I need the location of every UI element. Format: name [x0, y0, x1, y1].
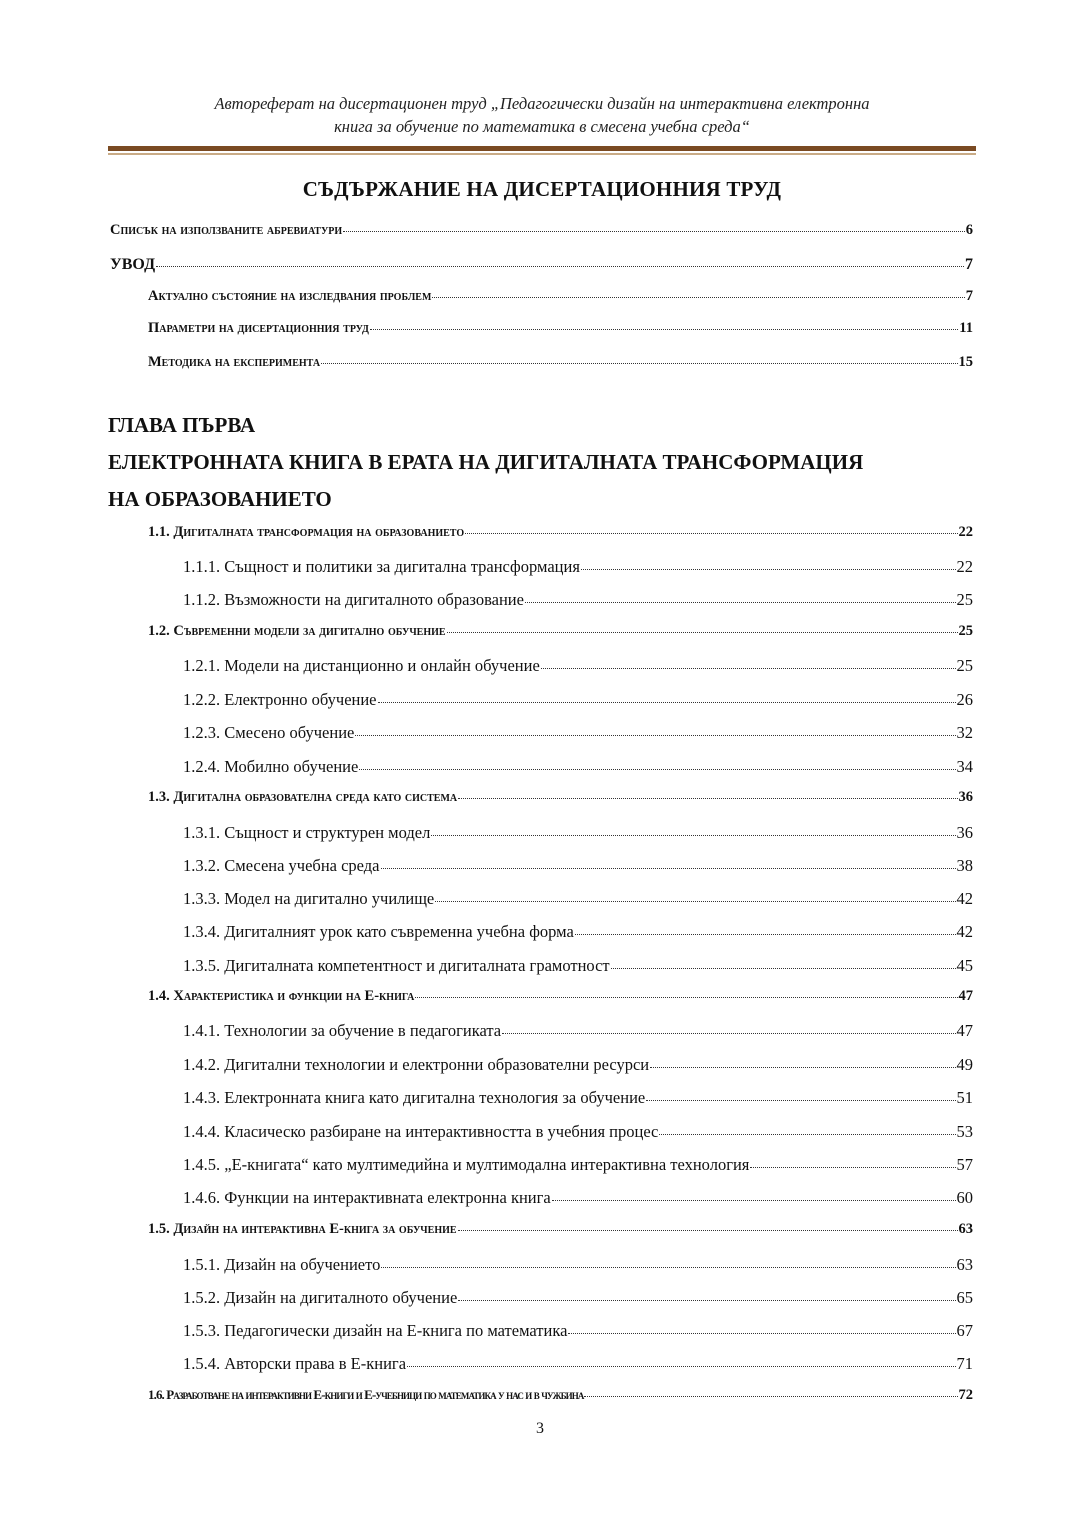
toc-leader [581, 569, 956, 570]
toc-leader [447, 632, 958, 633]
toc-section-1-2[interactable] [148, 623, 973, 640]
toc-leader [650, 1067, 955, 1068]
toc-page-number: 45 [956, 956, 973, 975]
header-line-1: Автореферат на дисертационен труд „Педагогически дизайн на интерактивна електронна [214, 94, 870, 113]
toc-leader [568, 1333, 955, 1334]
page-title: СЪДЪРЖАНИЕ НА ДИСЕРТАЦИОННИЯ ТРУД [302, 177, 782, 201]
toc-entry-abbreviations[interactable] [110, 222, 973, 239]
toc-leader [465, 533, 957, 534]
toc-entry-label: 1.4.5. „Е-книгата“ като мултимедийна и мултимодална интерактивна технология [183, 1155, 750, 1174]
toc-subsection-1-5-4[interactable] [183, 1354, 973, 1374]
toc-entry-label: УВОД [110, 256, 156, 273]
toc-page-number: 34 [956, 757, 973, 776]
toc-entry-label: 1.5.1. Дизайн на обучението [183, 1255, 381, 1274]
toc-page-number: 6 [965, 222, 973, 238]
toc-section-1-5[interactable] [148, 1221, 973, 1238]
toc-subsection-1-4-3[interactable] [183, 1088, 973, 1108]
toc-page-number: 72 [958, 1387, 973, 1403]
toc-page-number: 63 [958, 1221, 973, 1237]
toc-entry-label: 1.2. Съвременни модели за дигитално обучение [148, 623, 446, 639]
toc-page-number: 57 [956, 1155, 973, 1174]
toc-page-number: 36 [958, 789, 973, 805]
toc-page-number: 53 [956, 1122, 973, 1141]
toc-leader [458, 1300, 955, 1301]
toc-entry-label: 1.5.4. Авторски права в Е-книга [183, 1354, 407, 1373]
toc-subsection-1-3-5[interactable] [183, 956, 973, 976]
toc-leader [458, 1230, 958, 1231]
toc-leader [458, 798, 957, 799]
toc-page-number: 25 [956, 590, 973, 609]
toc-page-number: 65 [956, 1288, 973, 1307]
toc-entry-label: 1.2.1. Модели на дистанционно и онлайн обучение [183, 656, 540, 675]
toc-entry-parameters[interactable] [148, 320, 973, 337]
toc-leader [584, 1396, 957, 1397]
toc-entry-label: 1.5.3. Педагогически дизайн на Е-книга по математика [183, 1321, 568, 1340]
chapter-title-line-1: ЕЛЕКТРОННАТА КНИГА В ЕРАТА НА ДИГИТАЛНАТА ТРАНСФОРМАЦИЯ [108, 450, 864, 474]
toc-entry-label: 1.4. Характеристика и функции на Е-книга [148, 988, 415, 1004]
header-line-2: книга за обучение по математика в смесена учебна среда“ [334, 117, 750, 136]
toc-page-number: 47 [958, 988, 973, 1004]
toc-entry-label: 1.4.3. Електронната книга като дигитална технология за обучение [183, 1088, 646, 1107]
toc-page-number: 36 [956, 823, 973, 842]
toc-leader [646, 1100, 955, 1101]
toc-subsection-1-5-3[interactable] [183, 1321, 973, 1341]
chapter-title-line-2: НА ОБРАЗОВАНИЕТО [108, 487, 332, 511]
toc-entry-label: Списък на използваните абревиатури [110, 222, 343, 238]
toc-page-number: 7 [965, 256, 973, 273]
toc-leader [156, 266, 964, 267]
toc-leader [381, 868, 956, 869]
toc-leader [355, 735, 955, 736]
toc-entry-label: 1.3.5. Дигиталната компетентност и дигиталната грамотност [183, 956, 610, 975]
toc-entry-label: 1.1. Дигиталната трансформация на образованието [148, 524, 465, 540]
chapter-label: ГЛАВА ПЪРВА [108, 413, 256, 437]
toc-subsection-1-3-4[interactable] [183, 922, 973, 942]
toc-leader [659, 1134, 955, 1135]
toc-entry-current-state[interactable] [148, 288, 973, 305]
toc-leader [541, 668, 956, 669]
toc-entry-label: Параметри на дисертационния труд [148, 320, 369, 336]
toc-entry-label: 1.4.6. Функции на интерактивната електронна книга [183, 1188, 551, 1207]
toc-leader [321, 363, 957, 364]
toc-page-number: 7 [965, 288, 973, 304]
toc-section-1-6[interactable] [148, 1387, 973, 1404]
toc-page-number: 25 [958, 623, 973, 639]
toc-entry-label: 1.5. Дизайн на интерактивна Е-книга за обучение [148, 1221, 457, 1237]
toc-page-number: 42 [956, 889, 973, 908]
toc-page-number: 15 [958, 354, 973, 370]
toc-subsection-1-2-2[interactable] [183, 690, 973, 710]
toc-entry-label: 1.5.2. Дизайн на дигиталното обучение [183, 1288, 458, 1307]
toc-page-number: 67 [956, 1321, 973, 1340]
toc-entry-label: 1.4.4. Класическо разбиране на интерактивността в учебния процес [183, 1122, 659, 1141]
toc-section-1-4[interactable] [148, 988, 973, 1005]
toc-entry-label: 1.3.2. Смесена учебна среда [183, 856, 380, 875]
toc-subsection-1-5-2[interactable] [183, 1288, 973, 1308]
toc-page-number: 63 [956, 1255, 973, 1274]
toc-leader [750, 1167, 955, 1168]
toc-leader [611, 968, 956, 969]
toc-leader [431, 835, 955, 836]
header-rule-thin [108, 153, 976, 155]
toc-entry-label: 1.4.1. Технологии за обучение в педагогиката [183, 1021, 502, 1040]
toc-page-number: 22 [956, 557, 973, 576]
running-header [108, 92, 976, 138]
toc-subsection-1-4-5[interactable] [183, 1155, 973, 1175]
toc-leader [343, 231, 965, 232]
toc-subsection-1-5-1[interactable] [183, 1255, 973, 1275]
toc-leader [435, 901, 955, 902]
toc-page-number: 71 [956, 1354, 973, 1373]
toc-entry-label: 1.2.2. Електронно обучение [183, 690, 377, 709]
toc-subsection-1-2-4[interactable] [183, 757, 973, 777]
toc-leader [370, 329, 958, 330]
toc-page-number: 42 [956, 922, 973, 941]
toc-entry-label: 1.2.4. Мобилно обучение [183, 757, 359, 776]
toc-page-number: 60 [956, 1188, 973, 1207]
toc-subsection-1-4-6[interactable] [183, 1188, 973, 1208]
toc-leader [552, 1200, 956, 1201]
toc-leader [525, 602, 956, 603]
toc-leader [378, 702, 956, 703]
toc-entry-methodology[interactable] [148, 354, 973, 371]
toc-subsection-1-2-1[interactable] [183, 656, 973, 676]
toc-subsection-1-1-1[interactable] [183, 557, 973, 577]
toc-subsection-1-4-4[interactable] [183, 1122, 973, 1142]
page-number: 3 [536, 1420, 544, 1437]
toc-leader [415, 997, 957, 998]
header-rule-thick [108, 146, 976, 151]
toc-leader [502, 1033, 955, 1034]
toc-leader [407, 1366, 955, 1367]
toc-subsection-1-3-2[interactable] [183, 856, 973, 876]
toc-page-number: 32 [956, 723, 973, 742]
toc-entry-label: 1.3. Дигитална образователна среда като система [148, 789, 458, 805]
toc-subsection-1-4-2[interactable] [183, 1055, 973, 1075]
toc-entry-label: 1.4.2. Дигитални технологии и електронни образователни ресурси [183, 1055, 650, 1074]
toc-page-number: 11 [959, 320, 973, 336]
toc-section-1-1[interactable] [148, 524, 973, 541]
toc-subsection-1-4-1[interactable] [183, 1021, 973, 1041]
toc-entry-label: Методика на експеримента [148, 354, 321, 370]
toc-entry-label: Актуално състояние на изследвания проблем [148, 288, 432, 304]
toc-page-number: 47 [956, 1021, 973, 1040]
toc-entry-intro[interactable] [110, 256, 973, 274]
toc-subsection-1-1-2[interactable] [183, 590, 973, 610]
toc-page-number: 49 [956, 1055, 973, 1074]
toc-entry-label: 1.1.2. Възможности на дигиталното образование [183, 590, 524, 609]
toc-page-number: 26 [956, 690, 973, 709]
toc-leader [359, 769, 955, 770]
toc-subsection-1-3-1[interactable] [183, 823, 973, 843]
toc-section-1-3[interactable] [148, 789, 973, 806]
toc-leader [432, 297, 964, 298]
toc-leader [575, 934, 956, 935]
toc-entry-label: 1.2.3. Смесено обучение [183, 723, 355, 742]
toc-entry-label: 1.3.4. Дигиталният урок като съвременна учебна форма [183, 922, 574, 941]
toc-subsection-1-3-3[interactable] [183, 889, 973, 909]
toc-entry-label: 1.3.3. Модел на дигитално училище [183, 889, 435, 908]
toc-page-number: 38 [956, 856, 973, 875]
toc-entry-label: 1.3.1. Същност и структурен модел [183, 823, 431, 842]
toc-entry-label: 1.6. Разработване на интерактивни Е-книги и Е-учебници по математика у нас и в чужбина [148, 1387, 584, 1402]
toc-subsection-1-2-3[interactable] [183, 723, 973, 743]
toc-page-number: 25 [956, 656, 973, 675]
toc-page-number: 22 [958, 524, 973, 540]
toc-page-number: 51 [956, 1088, 973, 1107]
toc-leader [381, 1267, 955, 1268]
toc-entry-label: 1.1.1. Същност и политики за дигитална трансформация [183, 557, 580, 576]
